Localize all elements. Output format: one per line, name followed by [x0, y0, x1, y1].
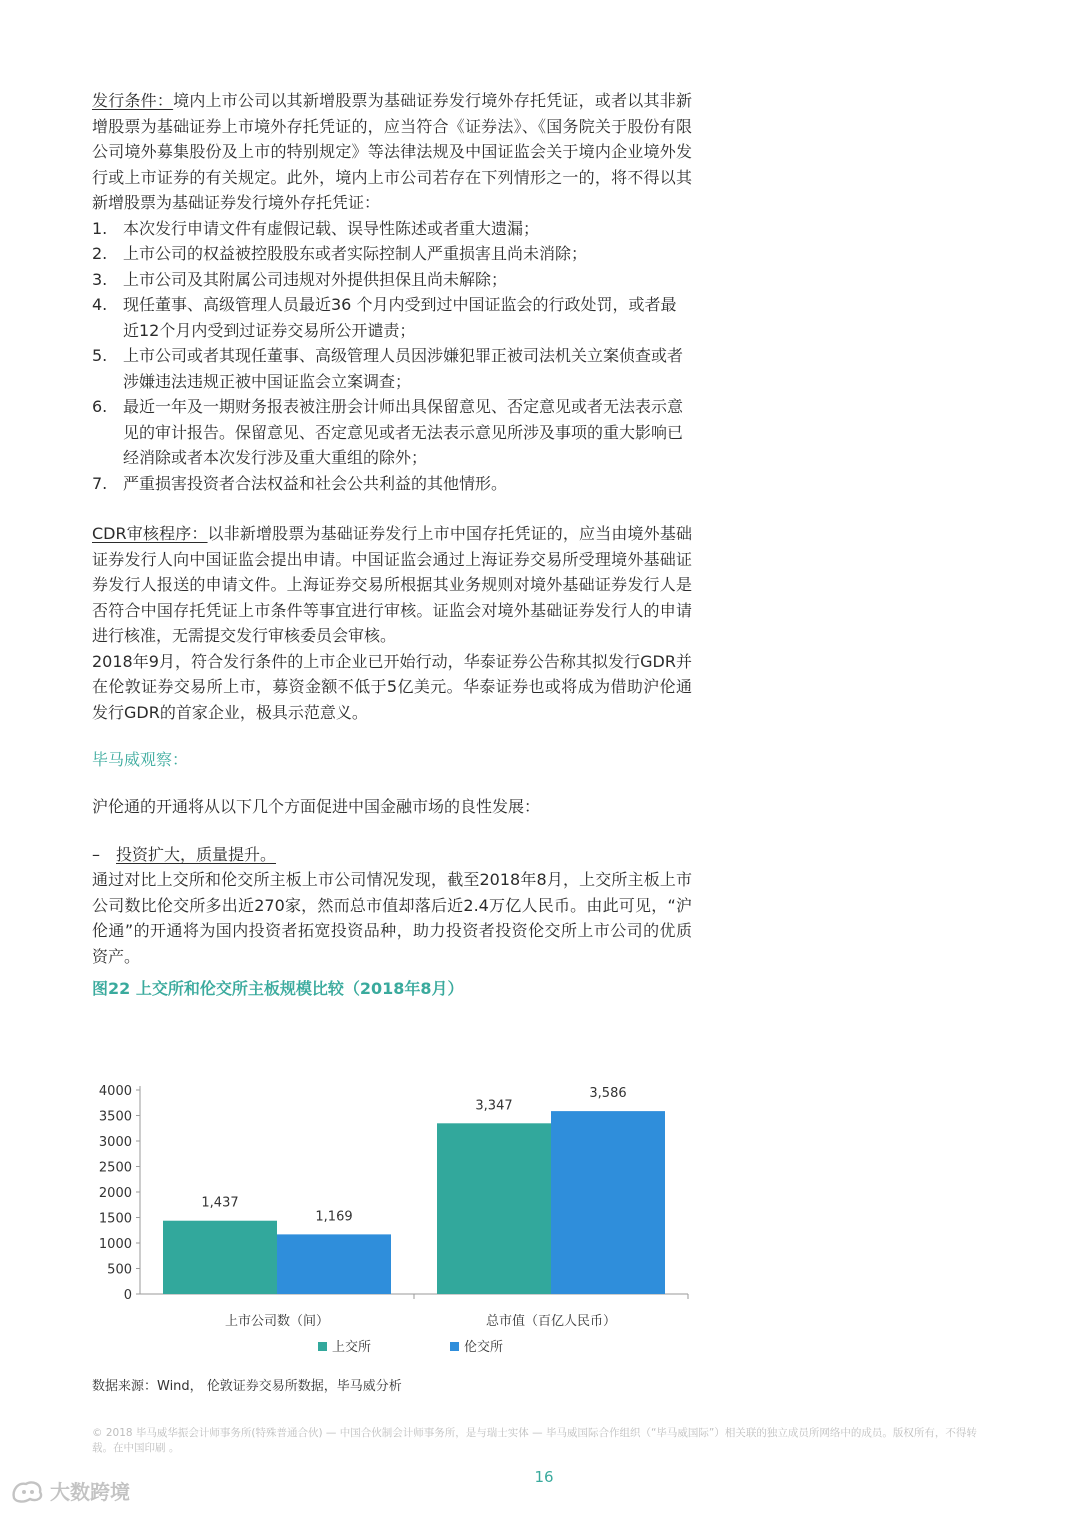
list-item — [92, 241, 692, 267]
issuance-text: 境内上市公司以其新增股票为基础证券发行境外存托凭证，或者以其非新增股票为基础证券上市境外存托凭证的，应当符合《证券法》、《国务院关于股份有限公司境外募集股份及上市的特别规定》等法律法规及中国证监会关于境内企业境外发行或上市证券的有关规定。此外，境内上市公司若存在下列情形之一的，将不得以其新增股票为基础证券发行境外存托凭证： — [92, 91, 692, 212]
y-tick-label: 2000 — [98, 1186, 132, 1201]
list-text: 严重损害投资者合法权益和社会公共利益的其他情形。 — [123, 473, 508, 493]
list-number: 4. — [92, 295, 108, 314]
y-tick-label: 0 — [123, 1288, 132, 1303]
y-tick-label: 3000 — [98, 1135, 132, 1150]
kpmg-observation-heading: 毕马威观察： — [92, 750, 189, 769]
list-number: 6. — [92, 397, 108, 416]
data-label: 3,586 — [589, 1086, 627, 1102]
list-item — [92, 216, 692, 242]
observation-intro: 沪伦通的开通将从以下几个方面促进中国金融市场的良性发展： — [92, 797, 541, 816]
y-tick-label: 4000 — [98, 1084, 132, 1099]
bullet-heading — [92, 842, 692, 868]
legend-label: 上交所 — [332, 1340, 372, 1355]
bar-lse — [277, 1234, 391, 1294]
data-label: 3,347 — [475, 1098, 513, 1114]
page-number: 16 — [534, 1468, 554, 1486]
list-text: 现任董事、高级管理人员最近36 个月内受到过中国证监会的行政处罚，或者最近12个月内受到过证券交易所公开谴责； — [123, 295, 677, 340]
chart-svg — [92, 1078, 702, 1368]
category-label: 总市值（百亿人民币） — [485, 1314, 617, 1329]
list-text: 本次发行申请文件有虚假记载、误导性陈述或者重大遗漏； — [123, 218, 540, 238]
data-label: 1,437 — [201, 1195, 239, 1211]
copyright-note: © 2018 毕马威华振会计师事务所(特殊普通合伙) — 中国合伙制会计师事务所，是与瑞士实体 — 毕马威国际合作组织（“毕马威国际”）相关联的独立成员所网络中的成员。版权所有，不得转载。在中国印刷 。 — [92, 1427, 977, 1454]
bar-sse — [163, 1221, 277, 1294]
cdr-label: CDR审核程序： — [92, 524, 208, 543]
list-number: 3. — [92, 269, 108, 289]
watermark-logo-icon — [10, 1478, 46, 1504]
list-text: 上市公司或者其现任董事、高级管理人员因涉嫌犯罪正被司法机关立案侦查或者涉嫌违法违规正被中国证监会立案调查； — [123, 346, 684, 391]
legend-swatch — [318, 1342, 327, 1351]
y-tick-label: 2500 — [98, 1160, 132, 1176]
y-tick-label: 1000 — [98, 1237, 132, 1252]
list-number: 1. — [92, 218, 108, 238]
condition-list — [92, 216, 692, 497]
list-item — [92, 267, 692, 293]
y-tick-label: 1500 — [98, 1211, 132, 1227]
list-number: 5. — [92, 346, 108, 365]
watermark — [10, 1476, 130, 1505]
issuance-label: 发行条件： — [92, 91, 174, 110]
list-item — [92, 394, 692, 471]
list-number: 7. — [92, 473, 108, 493]
bullet-dash: – — [92, 844, 100, 864]
list-text: 最近一年及一期财务报表被注册会计师出具保留意见、否定意见或者无法表示意见的审计报告。保留意见、否定意见或者无法表示意见所涉及事项的重大影响已经消除或者本次发行涉及重大重组的除外； — [123, 397, 684, 467]
y-tick-label: 3500 — [98, 1109, 132, 1125]
bullet-title: 投资扩大，质量提升。 — [116, 844, 277, 864]
list-text: 上市公司的权益被控股股东或者实际控制人严重损害且尚未消除； — [123, 244, 588, 263]
legend-label: 伦交所 — [464, 1340, 504, 1355]
bar-lse — [551, 1111, 665, 1294]
category-label: 上市公司数（间） — [224, 1314, 330, 1329]
list-number: 2. — [92, 244, 108, 263]
cdr-example-paragraph: 2018年9月，符合发行条件的上市企业已开始行动，华泰证券公告称其拟发行GDR并在伦敦证券交易所上市，募资金额不低于5亿美元。华泰证券也或将成为借助沪伦通发行GDR的首家企业，极具示范意义。 — [92, 651, 692, 722]
page-content — [92, 88, 692, 1001]
list-item — [92, 343, 692, 394]
data-label: 1,169 — [315, 1209, 353, 1225]
y-tick-label: 500 — [107, 1262, 132, 1278]
legend-swatch — [450, 1342, 459, 1351]
watermark-text: 大数跨境 — [50, 1480, 130, 1504]
cdr-paragraph — [92, 521, 692, 649]
figure-title: 图22 上交所和伦交所主板规模比较（2018年8月） — [92, 979, 464, 998]
list-text: 上市公司及其附属公司违规对外提供担保且尚未解除； — [123, 269, 508, 289]
bar-chart — [92, 1078, 702, 1368]
cdr-text: 以非新增股票为基础证券发行上市中国存托凭证的，应当由境外基础证券发行人向中国证监会提出申请。中国证监会通过上海证券交易所受理境外基础证券发行人报送的申请文件。上海证券交易所根据其业务规则对境外基础证券发行人是否符合中国存托凭证上市条件等事宜进行审核。证监会对境外基础证券发行人的申请进行核准，无需提交发行审核委员会审核。 — [92, 524, 692, 645]
data-source: 数据来源：Wind， 伦敦证券交易所数据，毕马威分析 — [92, 1379, 402, 1394]
bar-sse — [437, 1123, 551, 1294]
bullet-paragraph: 通过对比上交所和伦交所主板上市公司情况发现，截至2018年8月，上交所主板上市公司数比伦交所多出近270家，然而总市值却落后近2.4万亿人民币。由此可见，“沪伦通”的开通将为国内投资者拓宽投资品种，助力投资者投资伦交所上市公司的优质资产。 — [92, 870, 692, 966]
issuance-paragraph — [92, 88, 692, 216]
list-item — [92, 292, 692, 343]
list-item — [92, 471, 692, 497]
